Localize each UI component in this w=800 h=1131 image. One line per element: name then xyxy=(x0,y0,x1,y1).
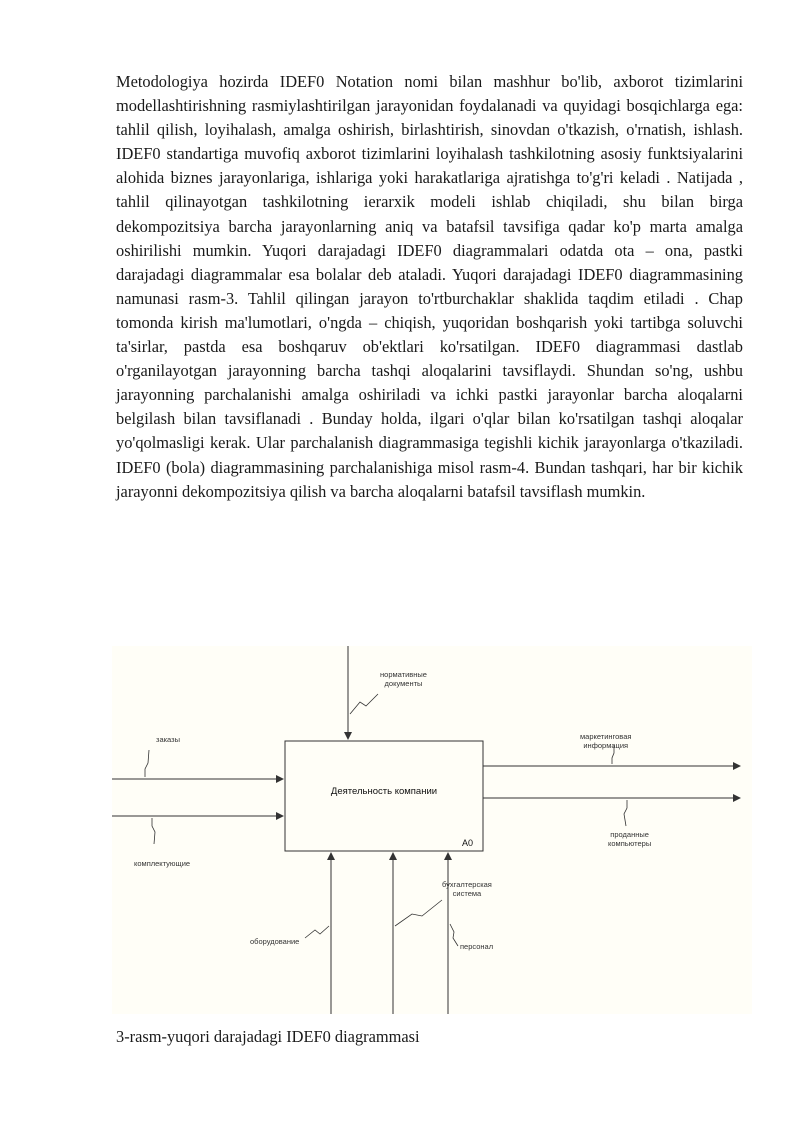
mechanism-accounting-squiggle xyxy=(395,900,442,926)
input-components-squiggle xyxy=(152,818,155,844)
output-sold-line1: проданные xyxy=(610,830,649,839)
mechanism-accounting-line2: система xyxy=(452,889,482,898)
control-label-line2: документы xyxy=(384,679,423,688)
output-marketing-label xyxy=(580,732,631,750)
control-label-line1: нормативные xyxy=(380,670,427,679)
mechanism-personnel-label: персонал xyxy=(460,942,494,951)
output-marketing-line1: маркетинговая xyxy=(580,732,632,741)
diagram-lines xyxy=(112,646,752,1014)
mechanism-personnel-squiggle xyxy=(450,924,458,946)
output-marketing-line2: информация xyxy=(583,741,629,750)
input-orders-squiggle xyxy=(145,750,149,777)
input-components-label: комплектующие xyxy=(134,859,191,868)
mechanism-equipment-squiggle xyxy=(305,926,329,938)
idef0-diagram xyxy=(112,646,752,1014)
figure-caption: 3-rasm-yuqori darajadagi IDEF0 diagrammasi xyxy=(116,1027,420,1046)
control-squiggle xyxy=(350,694,378,714)
output-sold-squiggle xyxy=(624,800,627,826)
output-sold-line2: компьютеры xyxy=(608,839,652,848)
mechanism-equipment-label: оборудование xyxy=(250,937,300,946)
control-label xyxy=(380,670,427,688)
input-orders-label: заказы xyxy=(156,735,180,744)
mechanism-accounting-line1: бухгалтерская xyxy=(442,880,492,889)
node-number: A0 xyxy=(462,838,474,848)
output-sold-label xyxy=(608,830,651,848)
mechanism-accounting-label xyxy=(442,880,492,898)
body-paragraph: Metodologiya hozirda IDEF0 Notation nomi bilan mashhur bo'lib, axborot tizimlarini modellashtirishning rasmiylashtirilgan jarayonidan foydalanadi va quyidagi bosqichlarga ega: tahlil qilish, loyihalash, amalga oshirish, birlashtirish, sinovdan o'tkazish, o'rnatish, ishlash. IDEF0 standartiga muvofiq axborot tizimlarini loyihalash tashkilotning asosiy funktsiyalarini alohida biznes jarayonlariga, ishlariga yoki harakatlariga ajratishga to'g'ri keladi . Natijada , tahlil qilinayotgan tashkilotning ierarxik modeli ishlab chiqiladi, shu bilan birga dekompozitsiya barcha jarayonlarning aniq va batafsil tavsifiga qadar ko'p marta amalga oshirilishi mumkin. Yuqori darajadagi IDEF0 diagrammalari odatda ota – ona, pastki darajadagi diagrammalar esa bolalar deb ataladi. Yuqori darajadagi IDEF0 diagrammasining namunasi rasm-3. Tahlil qilingan jarayon to'rtburchaklar shaklida taqdim etiladi . Chap tomonda kirish ma'lumotlari, o'ngda – chiqish, yuqoridan boshqarish yoki tartibga soluvchi ta'sirlar, pastda esa boshqaruv ob'ektlari ko'rsatilgan. IDEF0 diagrammasi dastlab o'rganilayotgan jarayonning barcha tashqi aloqalarini tavsiflaydi. Shundan so'ng, ushbu jarayonning parchalanishi amalga oshiriladi va ichki pastki jarayonlar barcha aloqalarni belgilash bilan tavsiflanadi . Bunday holda, ilgari o'qlar bilan ko'rsatilgan tashqi aloqalar yo'qolmasligi kerak. Ular parchalanish diagrammasiga tegishli kichik jarayonlarga o'tkaziladi. IDEF0 (bola) diagrammasining parchalanishiga misol rasm-4. Bundan tashqari, har bir kichik jarayonni dekompozitsiya qilish va barcha aloqalarni batafsil tavsiflash mumkin. xyxy=(116,72,743,501)
activity-title: Деятельность компании xyxy=(330,786,438,797)
